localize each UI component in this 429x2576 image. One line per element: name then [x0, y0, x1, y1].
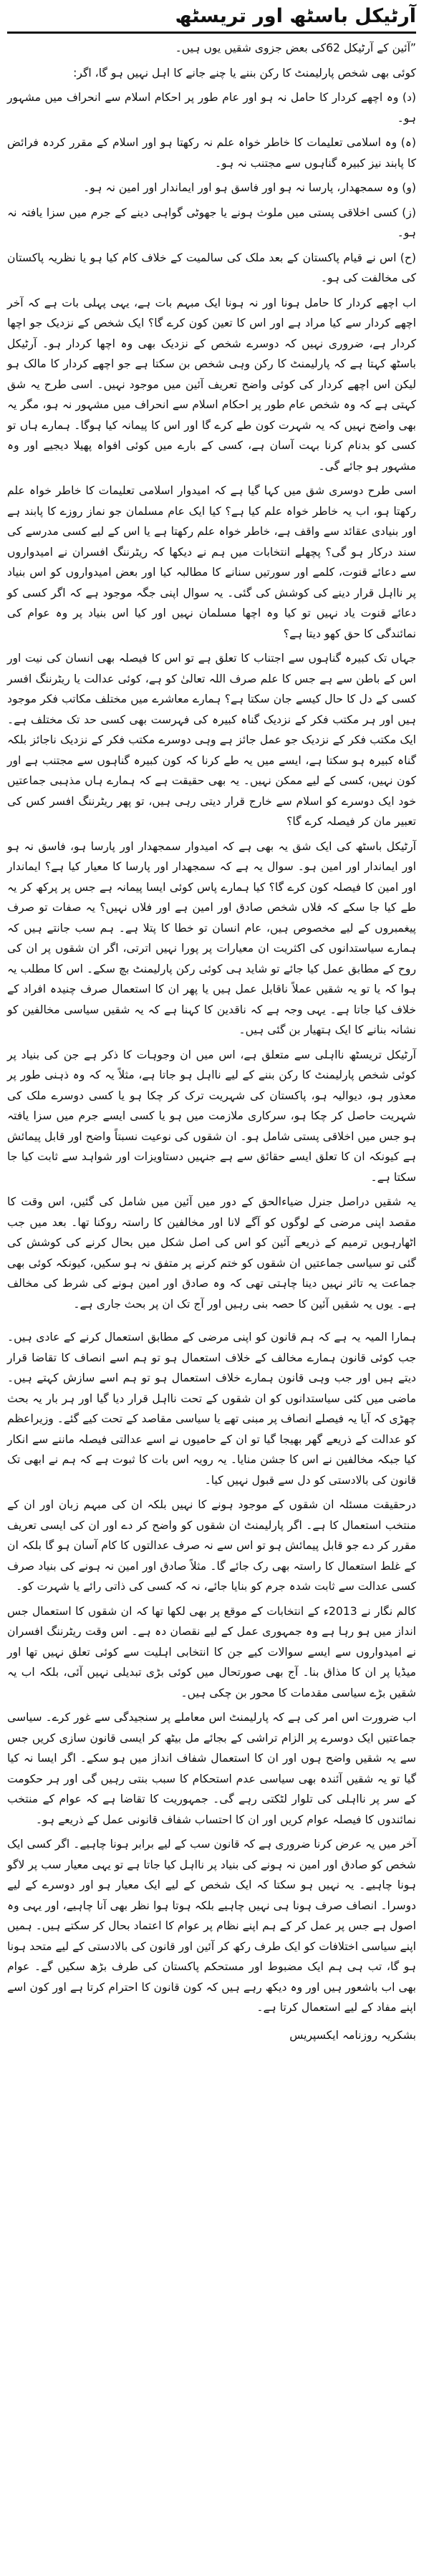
- article-title: آرٹیکل باسٹھ اور تریسٹھ: [175, 5, 416, 27]
- paragraph: اب ضرورت اس امر کی ہے کہ پارلیمنٹ اس معاملے پر سنجیدگی سے غور کرے۔ سیاسی جماعتیں ایک دوسرے پر الزام تراشی کے بجائے مل بیٹھ کر ایسی قانون سازی کریں جس سے یہ شقیں واضح ہوں اور ان کا استعمال شفاف انداز میں ہو سکے۔ اگر ایسا نہ کیا گیا تو یہ شقیں آئندہ بھی سیاسی عدم استحکام کا سبب بنتی رہیں گی اور ہر حکومت کے سر پر نااہلی کی تلوار لٹکتی رہے گی۔ جمہوریت کا تقاضا ہے کہ عوام کے منتخب نمائندوں کا فیصلہ عوام کریں اور ان کا احتساب شفاف قانونی عمل کے ذریعے ہو۔: [7, 1711, 416, 1826]
- paragraph: (و) وہ سمجھدار، پارسا نہ ہو اور فاسق ہو اور ایماندار اور امین نہ ہو۔: [83, 181, 416, 194]
- paragraph: اب اچھے کردار کا حامل ہونا اور نہ ہونا ایک مبہم بات ہے، یہی پہلی بات ہے کہ آخر اچھے کردار سے کیا مراد ہے اور اس کا تعین کون کرے گا؟ ایک شخص کے نزدیک جو اچھا کردار ہے، ضروری نہیں کہ دوسرے شخص کے نزدیک بھی وہ اچھا کردار ہو۔ آرٹیکل باسٹھ کہتا ہے کہ پارلیمنٹ کا رکن وہی شخص بن سکتا ہے جو اچھے کردار کا مالک ہو لیکن اس اچھے کردار کی کوئی واضح تعریف آئین میں موجود نہیں۔ اسی طرح یہ شق کہتی ہے کہ وہ شخص عام طور پر احکام اسلام سے انحراف میں مشہور نہ ہو، مگر یہ بھی واضح نہیں کہ یہ شہرت کون طے کرے گا اور اس کا پیمانہ کیا ہوگا۔ ہمارے ہاں تو کسی کو بدنام کرنا بہت آسان ہے، کسی کے بارے میں کوئی افواہ پھیلا دیجیے اور وہ مشہور ہو جائے گی۔: [7, 296, 416, 473]
- paragraph: (ہ) وہ اسلامی تعلیمات کا خاطر خواہ علم نہ رکھتا ہو اور اسلام کے مقرر کردہ فرائض کا پابند نیز کبیرہ گناہوں سے مجتنب نہ ہو۔: [7, 136, 416, 170]
- paragraph: ہمارا المیہ یہ ہے کہ ہم قانون کو اپنی مرضی کے مطابق استعمال کرنے کے عادی ہیں۔ جب کوئی قانون ہمارے مخالف کے خلاف استعمال ہو تو ہم اسے انصاف کا تقاضا قرار دیتے ہیں اور جب وہی قانون ہمارے خلاف استعمال ہو تو ہم اسے سازش کہتے ہیں۔ ماضی میں کئی سیاستدانوں کو ان شقوں کے تحت نااہل قرار دیا گیا اور ہر بار یہ بحث چھڑی کہ آیا یہ فیصلے انصاف پر مبنی تھے یا سیاسی مقاصد کے تحت کیے گئے۔ وزیراعظم کو عدالت کے ذریعے گھر بھیجا گیا تو ان کے حامیوں نے اسے عدالتی فیصلہ ماننے سے انکار کیا جبکہ مخالفین نے اس کا جشن منایا۔ یہ رویہ اس بات کا ثبوت ہے کہ ہم نے ابھی تک قانون کی بالادستی کو دل سے قبول نہیں کیا۔: [7, 1331, 416, 1487]
- paragraph: درحقیقت مسئلہ ان شقوں کے موجود ہونے کا نہیں بلکہ ان کی مبہم زبان اور ان کے منتخب استعمال کا ہے۔ اگر پارلیمنٹ ان شقوں کو واضح کر دے اور ان کی ایسی تعریف مقرر کر دے جو قابل پیمائش ہو تو اس سے نہ صرف عدالتوں کا کام آسان ہو گا بلکہ ان کے غلط استعمال کا راستہ بھی رک جائے گا۔ مثلاً صادق اور امین نہ ہونے کی بنیاد صرف کسی عدالت سے ثابت شدہ جرم کو بنایا جائے، نہ کہ کسی کی ذاتی رائے یا شہرت کو۔: [7, 1498, 416, 1593]
- paragraph: آرٹیکل تریسٹھ نااہلی سے متعلق ہے، اس میں ان وجوہات کا ذکر ہے جن کی بنیاد پر کوئی شخص پارلیمنٹ کا رکن بننے کے لیے نااہل ہو جاتا ہے، مثلاً یہ کہ وہ ذہنی طور پر معذور ہو، دیوالیہ ہو، پاکستان کی شہریت ترک کر چکا ہو یا کسی دوسرے ملک کی شہریت حاصل کر چکا ہو، سرکاری ملازمت میں ہو یا کسی ایسے جرم میں سزا یافتہ ہو جس میں اخلاقی پستی شامل ہو۔ ان شقوں کی نوعیت نسبتاً واضح اور قابل پیمائش ہے کیونکہ ان کا تعلق ایسے حقائق سے ہے جنہیں دستاویزات اور شواہد سے ثابت کیا جا سکتا ہے۔: [7, 1048, 416, 1184]
- paragraph: کالم نگار نے 2013ء کے انتخابات کے موقع پر بھی لکھا تھا کہ ان شقوں کا استعمال جس انداز میں ہو رہا ہے وہ جمہوری عمل کے لیے نقصان دہ ہے۔ اس وقت ریٹرننگ افسران نے امیدواروں سے ایسے سوالات کیے جن کا انتخابی اہلیت سے کوئی تعلق نہیں تھا اور میڈیا پر ان کا مذاق بنا۔ آج بھی صورتحال میں کوئی بڑی تبدیلی نہیں آئی، بلکہ اب یہ شقیں بڑے سیاسی مقدمات کا محور بن چکی ہیں۔: [7, 1604, 416, 1699]
- paragraph: (ح) اس نے قیام پاکستان کے بعد ملک کی سالمیت کے خلاف کام کیا ہو یا نظریہ پاکستان کی مخالفت کی ہو۔: [7, 251, 416, 284]
- paragraph: (د) وہ اچھے کردار کا حامل نہ ہو اور عام طور پر احکام اسلام سے انحراف میں مشہور ہو۔: [7, 91, 416, 125]
- title-underline: [7, 32, 416, 34]
- paragraph: آرٹیکل باسٹھ کی ایک شق یہ بھی ہے کہ امیدوار سمجھدار اور پارسا ہو، فاسق نہ ہو اور ایماندار اور امین ہو۔ سوال یہ ہے کہ سمجھدار اور پارسا کا معیار کیا ہے؟ ایماندار اور امین کا فیصلہ کون کرے گا؟ کیا ہمارے پاس کوئی ایسا پیمانہ ہے جس پر پرکھ کر یہ طے کیا جا سکے کہ فلاں شخص صادق اور امین ہے اور فلاں نہیں؟ یہ صفات تو صرف پیغمبروں کے لیے مخصوص ہیں، عام انسان تو خطا کا پتلا ہے۔ ہم سب جانتے ہیں کہ ہمارے سیاستدانوں کی اکثریت ان معیارات پر پورا نہیں اترتی، اگر ان شقوں پر ان کی روح کے مطابق عمل کیا جائے تو شاید ہی کوئی رکن پارلیمنٹ بچ سکے۔ اس کا مطلب یہ ہوا کہ یا تو یہ شقیں عملاً ناقابل عمل ہیں یا پھر ان کا استعمال صرف چنیدہ افراد کے خلاف کیا جاتا ہے۔ یہی وجہ ہے کہ ناقدین کا کہنا ہے کہ یہ شقیں سیاسی مخالفین کو نشانہ بنانے کا ایک ہتھیار بن گئی ہیں۔: [7, 839, 416, 1036]
- paragraph: یہ شقیں دراصل جنرل ضیاءالحق کے دور میں آئین میں شامل کی گئیں، اس وقت کا مقصد اپنی مرضی کے لوگوں کو آگے لانا اور مخالفین کا راستہ روکنا تھا۔ بعد میں جب اٹھارہویں ترمیم کے ذریعے آئین کو اس کی اصل شکل میں بحال کرنے کی کوشش کی گئی تو سیاسی جماعتیں ان شقوں کو ختم کرنے پر متفق نہ ہو سکیں، کیونکہ کوئی بھی جماعت یہ تاثر نہیں دینا چاہتی تھی کہ وہ صادق اور امین ہونے کی شرط کی مخالف ہے۔ یوں یہ شقیں آئین کا حصہ بنی رہیں اور آج تک ان پر بحث جاری ہے۔: [7, 1195, 416, 1311]
- paragraph: کوئی بھی شخص پارلیمنٹ کا رکن بننے یا چنے جانے کا اہل نہیں ہو گا، اگر:: [73, 66, 416, 79]
- article-credit: بشکریہ روزنامہ ایکسپریس: [289, 2028, 416, 2042]
- paragraph: جہاں تک کبیرہ گناہوں سے اجتناب کا تعلق ہے تو اس کا فیصلہ بھی انسان کی نیت اور اس کے باطن سے ہے جس کا علم صرف اللہ تعالیٰ کو ہے، کوئی عدالت یا ریٹرننگ افسر کسی کے دل کا حال کیسے جان سکتا ہے؟ ہمارے معاشرے میں مختلف مکاتب فکر موجود ہیں اور ہر مکتب فکر کے نزدیک گناہ کبیرہ کی فہرست بھی کسی حد تک مختلف ہے۔ ایک مکتب فکر کے نزدیک جو عمل جائز ہے وہی دوسرے مکتب فکر کے نزدیک ناجائز بلکہ گناہ کبیرہ ہو سکتا ہے، ایسے میں یہ طے کرنا کہ کون کبیرہ گناہوں سے مجتنب ہے اور کون نہیں، کسی کے لیے ممکن نہیں۔ یہ بھی حقیقت ہے کہ ہمارے ہاں مذہبی جماعتیں خود ایک دوسرے کو اسلام سے خارج قرار دیتی رہی ہیں، تو پھر ریٹرننگ افسر کس کی تعبیر مان کر فیصلہ کرے گا؟: [7, 652, 416, 828]
- title-box: [7, 4, 416, 34]
- article-body: [7, 38, 416, 2018]
- paragraph: ”آئین کے آرٹیکل 62کی بعض جزوی شقیں یوں ہیں۔: [175, 42, 416, 54]
- paragraph: (ز) کسی اخلاقی پستی میں ملوث ہونے یا جھوٹی گواہی دینے کے جرم میں سزا یافتہ نہ ہو۔: [7, 206, 416, 239]
- paragraph: اسی طرح دوسری شق میں کہا گیا ہے کہ امیدوار اسلامی تعلیمات کا خاطر خواہ علم رکھتا ہو، اب یہ خاطر خواہ علم کیا ہے؟ کیا ایک عام مسلمان جو نماز روزے کا پابند ہے اور بنیادی عقائد سے واقف ہے، خاطر خواہ علم رکھتا ہے یا اس کے لیے کسی مدرسے کی سند درکار ہو گی؟ پچھلے انتخابات میں ہم نے دیکھا کہ ریٹرننگ افسران نے امیدواروں سے دعائے قنوت، کلمے اور سورتیں سنانے کا مطالبہ کیا اور بعض امیدواروں کو اس بنیاد پر نااہل قرار دینے کی کوشش کی گئی۔ یہ سوال اپنی جگہ موجود ہے کہ اگر کسی کو دعائے قنوت یاد نہیں تو کیا وہ اچھا مسلمان نہیں اور کیا اس بنیاد پر وہ عوام کی نمائندگی کا حق کھو دیتا ہے؟: [7, 484, 416, 640]
- paragraph: آخر میں یہ عرض کرنا ضروری ہے کہ قانون سب کے لیے برابر ہونا چاہیے۔ اگر کسی ایک شخص کو صادق اور امین نہ ہونے کی بنیاد پر نااہل کیا جاتا ہے تو یہی معیار سب پر لاگو ہونا چاہیے۔ یہ نہیں ہو سکتا کہ ایک شخص کے لیے ایک معیار ہو اور دوسرے کے لیے دوسرا۔ انصاف صرف ہونا ہی نہیں چاہیے بلکہ ہوتا ہوا نظر بھی آنا چاہیے، اور یہی وہ اصول ہے جس پر عمل کر کے ہم اپنے نظام پر عوام کا اعتماد بحال کر سکتے ہیں۔ ہمیں اپنے سیاسی اختلافات کو ایک طرف رکھ کر آئین اور قانون کی بالادستی کے لیے متحد ہونا ہو گا، تب ہی ہم ایک مضبوط اور مستحکم پاکستان کی طرف بڑھ سکیں گے۔ عوام بھی اب باشعور ہیں اور وہ دیکھ رہے ہیں کہ کون قانون کا احترام کرتا ہے اور کون اسے اپنے مفاد کے لیے استعمال کرتا ہے۔: [7, 1838, 416, 2014]
